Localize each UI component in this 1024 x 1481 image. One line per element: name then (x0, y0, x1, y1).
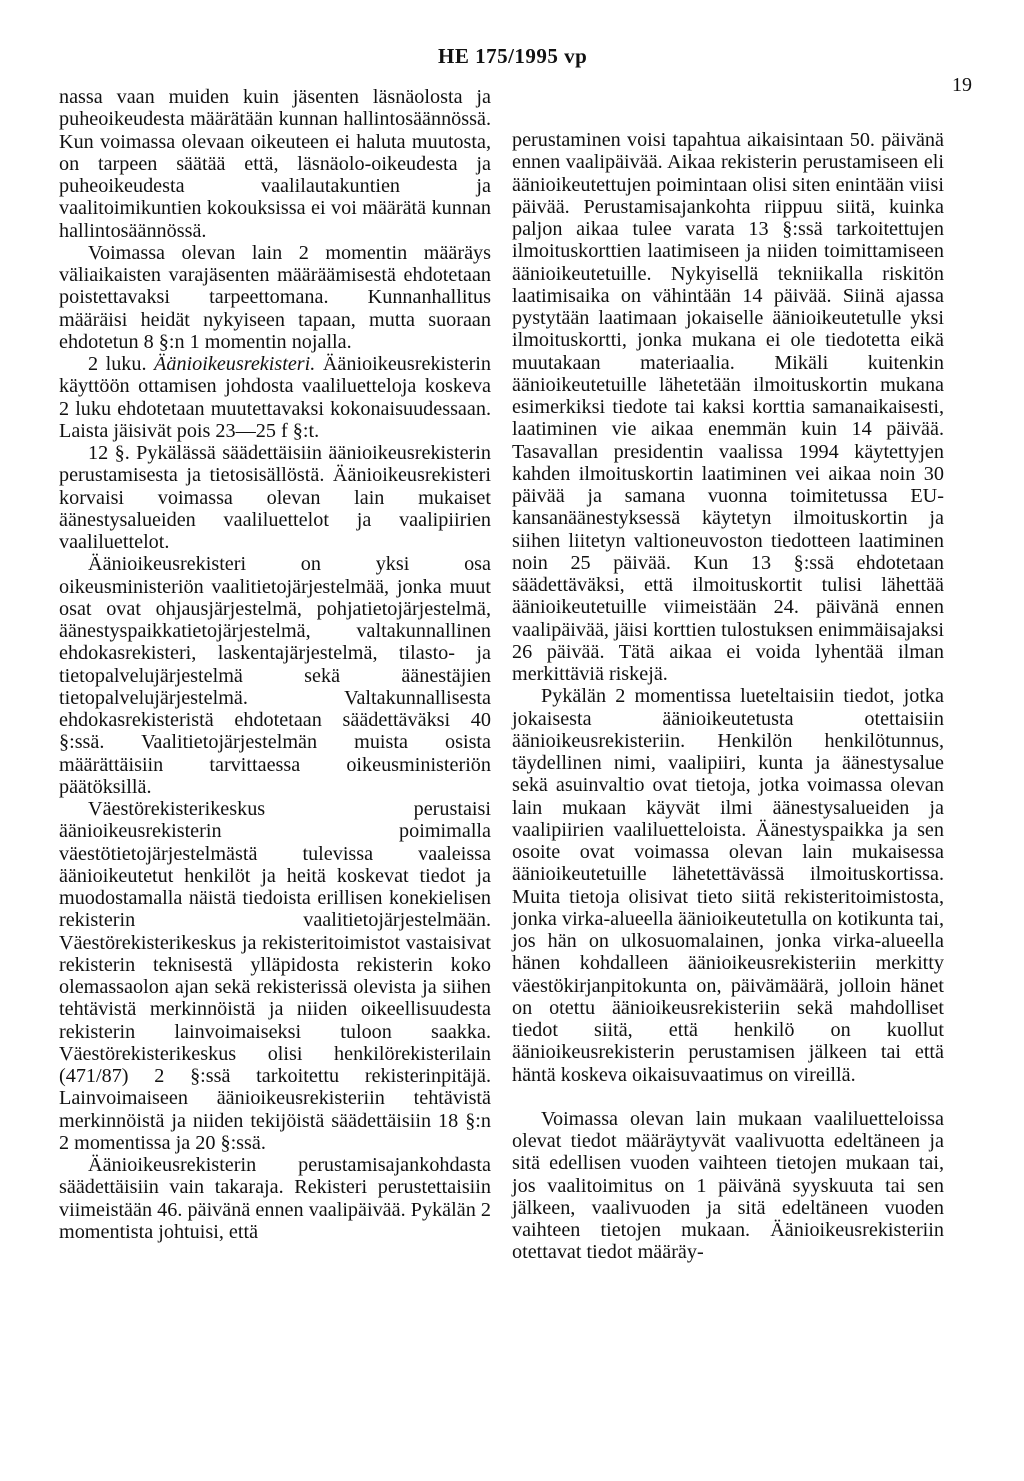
left-paragraph-7: Äänioikeusrekisterin perustamisajankohdasta säädettäisiin vain takaraja. Rekisteri perustettaisiin viimeistään 46. päivänä ennen vaalipäivää. Pykälän 2 momentista johtuisi, että (59, 1154, 491, 1243)
right-paragraph-1: perustaminen voisi tapahtua aikaisintaan 50. päivänä ennen vaalipäivää. Aikaa rekisterin perustamiseen eli äänioikeutettujen poimintaan olisi siten enintään viisi päivää. Perustamisajankohta riippuu siitä, kuinka paljon aikaa tulee varata 13 §:ssä tarkoitettujen ilmoituskorttien laatimiseen ja niiden toimittamiseen äänioikeutetuille. Nykyisellä tekniikalla riskitön laatimisaika on vähintään 14 päivää. Siinä ajassa pystytään laatimaan jokaiselle äänioikeutetulle yksi ilmoituskortti, jonka mukana ei ole tiedotetta eikä muutakaan materiaalia. Mikäli kuitenkin äänioikeutetuille lähetetään ilmoituskortin mukana esimerkiksi tiedote tai kaksi korttia samanaikaisesti, laatiminen vie aikaa enemmän kuin 14 päivää. Tasavallan presidentin vaalissa 1994 käytettyjen kahden ilmoituskortin laatiminen vei aikaa noin 30 päivää ja samana vuonna toimitetussa EU-kansanäänestyksessä käytetyn ilmoituskortin ja siihen liitetyn valtioneuvoston tiedotteen laatiminen noin 25 päivää. Kun 13 §:ssä ehdotetaan säädettäväksi, että ilmoituskortit tulisi lähettää äänioikeutetuille viimeistään 24. päivänä ennen vaalipäivää, jäisi korttien tulostuksen enimmäisajaksi 26 päivää. Tätä aikaa ei voida lyhentää ilman merkittäviä riskejä. (512, 129, 944, 685)
left-paragraph-5: Äänioikeusrekisteri on yksi osa oikeusministeriön vaalitietojärjestelmää, jonka muut osat ovat ohjausjärjestelmä, pohjatietojärjestelmä, äänestyspaikkatietojärjestelmä, valtakunnallinen ehdokasrekisteri, laskentajärjestelmä, tilasto- ja tietopalvelujärjestelmä sekä äänestäjien tietopalvelujärjestelmä. Valtakunnallisesta ehdokasrekisteristä ehdotetaan säädettäväksi 40 §:ssä. Vaalitietojärjestelmän muista osista määrättäisiin tarvittaessa oikeusministeriön päätöksillä. (59, 553, 491, 798)
chapter-body: Äänioikeusrekisterin käyttöön ottamisen johdosta vaaliluetteloja koskeva 2 luku ehdotetaan muutettavaksi kokonaisuudessaan. Laista jäisivät pois 23—25 f §:t. (59, 353, 491, 442)
left-paragraph-2: Voimassa olevan lain 2 momentin määräys väliaikaisten varajäsenten määräämisestä ehdotetaan poistettavaksi tarpeettomana. Kunnanhallitus määräisi heidät nykyiseen tapaan, mutta suoraan ehdotetun 8 §:n 1 momentin nojalla. (59, 241, 491, 353)
right-paragraph-3: Voimassa olevan lain mukaan vaaliluetteloissa olevat tiedot määräytyvät vaalivuotta edeltäneen ja sitä edellisen vuoden vaihteen tietojen mukaan tai, jos vaalitoimitus on 1 päivänä syyskuuta tai sen jälkeen, vaalivuoden ja sitä edeltäneen vuoden vaihteen tietojen mukaan. Äänioikeusrekisteriin otettavat tiedot määräy- (512, 1107, 944, 1264)
chapter-number: 2 luku. (88, 353, 147, 375)
left-paragraph-1: nassa vaan muiden kuin jäsenten läsnäolosta ja puheoikeudesta määrätään kunnan hallintosäännössä. Kun voimassa olevaan oikeuteen ei haluta muutosta, on tarpeen säätää että, läsnäolo-oikeudesta ja puheoikeudesta vaalilautakuntien ja vaalitoimikuntien kokouksissa ei voi määrätä kunnan hallintosäännössä. (59, 86, 491, 242)
left-paragraph-3 (59, 353, 491, 442)
page-header (0, 44, 1024, 96)
page-number: 19 (952, 74, 972, 96)
left-column (59, 86, 491, 1243)
right-paragraph-2: Pykälän 2 momentissa lueteltaisiin tiedot, jotka jokaisesta äänioikeutetusta otettaisiin äänioikeusrekisteriin. Henkilön henkilötunnus, täydellinen nimi, vaalipiiri, kunta ja äänestysalue sekä asuinvaltio ovat tietoja, jotka voimassa olevan lain mukaan käyvät ilmi äänestysalueiden ja vaalipiirien vaaliluetteloista. Äänestyspaikka ja sen osoite ovat voimassa olevan lain mukaisessa äänioikeutetuille lähetettävässä ilmoituskortissa. Muita tietoja olisivat tieto siitä rekisteritoimistosta, jonka virka-alueella äänioikeutetulla on kotikunta tai, jos hän on ulkosuomalainen, jonka virka-alueella hänen kohdalleen äänioikeusrekisteriin merkitty väestökirjanpitokunta on, päivämäärä, jolloin hänet on otettu äänioikeusrekisteriin sekä mahdolliset tiedot siitä, että henkilö on kuollut äänioikeusrekisterin perustamisen jälkeen tai että häntä koskeva oikaisuvaatimus on vireillä. (512, 685, 944, 1086)
chapter-title: Äänioikeusrekisteri. (154, 353, 316, 375)
left-paragraph-4: 12 §. Pykälässä säädettäisiin äänioikeusrekisterin perustamisesta ja tietosisällöstä. Äänioikeusrekisteri korvaisi voimassa olevan lain mukaiset äänestysalueiden vaaliluettelot ja vaalipiirien vaaliluettelot. (59, 442, 491, 553)
right-column (512, 129, 944, 1264)
document-id: HE 175/1995 vp (438, 44, 588, 68)
left-paragraph-6: Väestörekisterikeskus perustaisi äänioikeusrekisterin poimimalla väestötietojärjestelmästä tulevissa vaaleissa äänioikeutetut henkilöt ja heitä koskevat tiedot ja muodostamalla näistä tiedoista erillisen konekielisen rekisterin vaalitietojärjestelmään. Väestörekisterikeskus ja rekisteritoimistot vastaisivat rekisterin teknisestä ylläpidosta rekisterin koko olemassaolon ajan sekä rekisterissä olevista ja siihen tehtävistä merkinnöistä ja niiden oikeellisuudesta rekisterin lainvoimaiseksi tuloon saakka. Väestörekisterikeskus olisi henkilörekisterilain (471/87) 2 §:ssä tarkoitettu rekisterinpitäjä. Lainvoimaiseen äänioikeusrekisteriin tehtävistä merkinnöistä ja niiden tekijöistä säädettäisiin 18 §:n 2 momentissa ja 20 §:ssä. (59, 798, 491, 1154)
